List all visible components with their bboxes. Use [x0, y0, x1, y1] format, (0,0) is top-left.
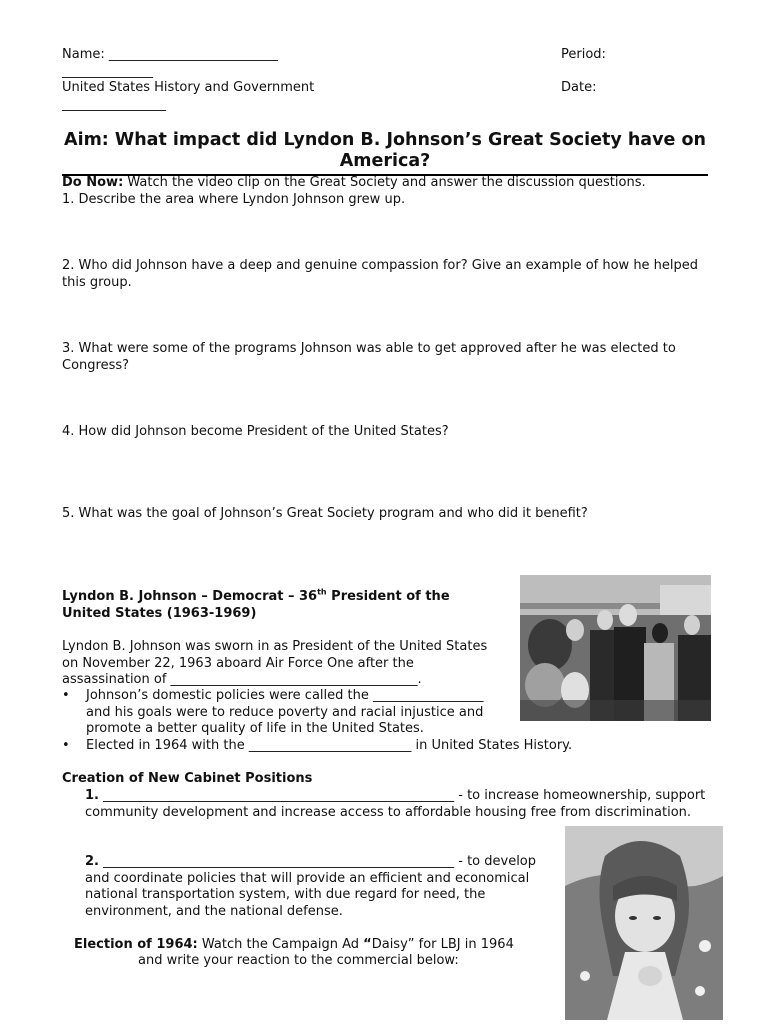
question-1: 1. Describe the area where Lyndon Johnson grew up. [62, 192, 406, 207]
election-quote-open: “ [363, 937, 372, 952]
lbj-heading [62, 589, 492, 622]
lbj-heading-sup: th [317, 587, 327, 597]
page-title: Aim: What impact did Lyndon B. Johnson’s Great Society have on America? [62, 130, 708, 176]
bullet-glyph: • [62, 738, 70, 753]
question-5: 5. What was the goal of Johnson’s Great Society program and who did it benefit? [62, 506, 588, 521]
date-field-label: Date: [561, 80, 597, 95]
cabinet-item-1 [85, 788, 710, 821]
name-field-label: Name: __________________________ [62, 47, 278, 62]
election-text-pre: Watch the Campaign Ad [197, 937, 364, 952]
election-line-1 [74, 937, 554, 954]
question-2: 2. Who did Johnson have a deep and genuine compassion for? Give an example of how he helped this group. [62, 258, 699, 290]
do-now-instructions [62, 175, 712, 192]
bullet-glyph: • [62, 688, 70, 703]
cabinet-item-1-text: ______________________________________________________ - to increase homeownership, support community development and increase access to affordable housing free from discrimination. [85, 788, 706, 820]
question-3: 3. What were some of the programs Johnson was able to get approved after he was elected to Congress? [62, 341, 676, 373]
election-label: Election of 1964: [74, 937, 198, 952]
lbj-bullet-1-text: Johnson’s domestic policies were called the _________________ and his goals were to reduce poverty and racial injustice and promote a better quality of life in the United States. [86, 688, 484, 736]
cabinet-item-2 [85, 854, 543, 920]
lbj-heading-pre: Lyndon B. Johnson – Democrat – 36 [62, 589, 318, 604]
period-field-label: Period: [561, 47, 606, 62]
cabinet-item-1-num: 1. [85, 788, 99, 803]
election-text-mid: Daisy” for LBJ in 1964 [371, 937, 514, 952]
swearing-in-photo [520, 575, 711, 721]
lbj-bullet-1 [62, 688, 510, 738]
do-now-text: Watch the video clip on the Great Society and answer the discussion questions. [123, 175, 646, 190]
course-line: ________________ [62, 97, 166, 112]
lbj-bullet-2-text: Elected in 1964 with the _________________________ in United States History. [86, 738, 573, 753]
election-line-2: and write your reaction to the commercial below: [138, 953, 459, 968]
name-field-line: ______________ [62, 64, 153, 79]
course-name: United States History and Government [62, 80, 315, 95]
do-now-label: Do Now: [62, 175, 124, 190]
daisy-girl-photo [565, 826, 723, 1020]
cabinet-heading: Creation of New Cabinet Positions [62, 771, 313, 786]
question-4: 4. How did Johnson become President of the United States? [62, 424, 449, 439]
lbj-heading-post: President of the United States (1963-1969) [62, 589, 450, 621]
lbj-bullet-2 [62, 738, 632, 755]
cabinet-item-2-text: ______________________________________________________ - to develop and coordinate policies that will provide an efficient and economical national transportation system, with due regard for need, the environment, and the national defense. [85, 854, 537, 919]
lbj-paragraph: Lyndon B. Johnson was sworn in as President of the United States on November 22, 1963 aboard Air Force One after the assassination of ______________________________________. [62, 639, 488, 687]
cabinet-item-2-num: 2. [85, 854, 99, 869]
